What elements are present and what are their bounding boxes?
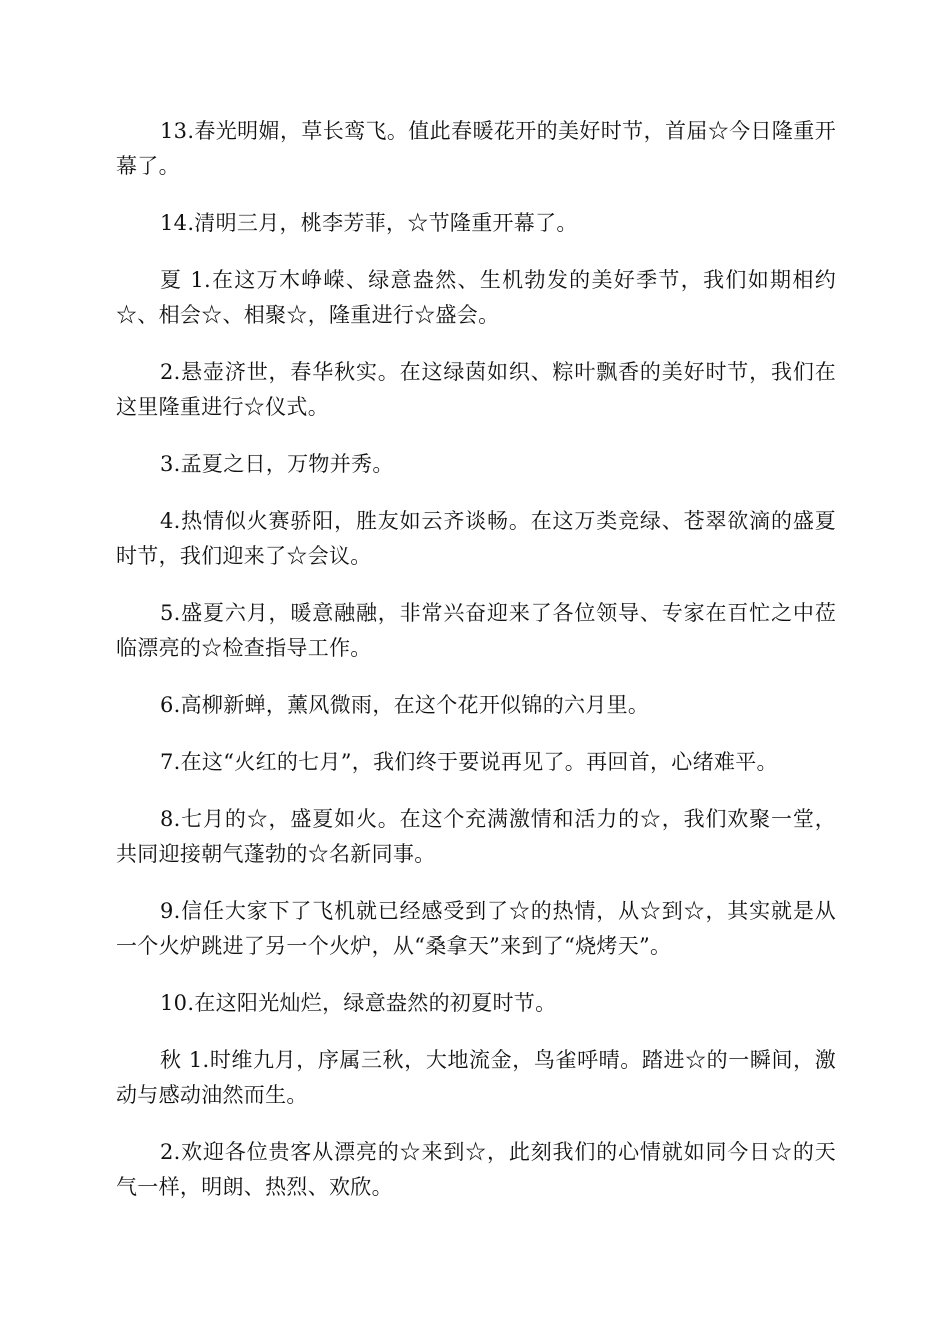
paragraph-autumn-1: 秋 1.时维九月，序属三秋，大地流金，鸟雀呼晴。踏进☆的一瞬间，激动与感动油然而生。: [116, 1048, 836, 1107]
paragraph-summer-6: 6.高柳新蝉，薰风微雨，在这个花开似锦的六月里。: [160, 693, 650, 717]
paragraph-summer-10: 10.在这阳光灿烂，绿意盎然的初夏时节。: [160, 991, 557, 1015]
paragraph-summer-5: 5.盛夏六月，暖意融融，非常兴奋迎来了各位领导、专家在百忙之中莅临漂亮的☆检查指导工作。: [116, 601, 836, 660]
paragraph-summer-7: 7.在这“火红的七月”，我们终于要说再见了。再回首，心绪难平。: [160, 750, 778, 774]
paragraph-summer-2: 2.悬壶济世，春华秋实。在这绿茵如织、粽叶飘香的美好时节，我们在这里隆重进行☆仪式。: [116, 360, 836, 419]
paragraph-summer-4: 4.热情似火赛骄阳，胜友如云齐谈畅。在这万类竞绿、苍翠欲滴的盛夏时节，我们迎来了☆会议。: [116, 509, 836, 568]
paragraph-summer-9: 9.信任大家下了飞机就已经感受到了☆的热情，从☆到☆，其实就是从一个火炉跳进了另一个火炉，从“桑拿天”来到了“烧烤天”。: [116, 899, 836, 958]
paragraph-summer-3: 3.孟夏之日，万物并秀。: [160, 452, 394, 476]
paragraph-spring-14: 14.清明三月，桃李芳菲，☆节隆重开幕了。: [160, 211, 578, 235]
paragraph-summer-1: 夏 1.在这万木峥嵘、绿意盎然、生机勃发的美好季节，我们如期相约☆、相会☆、相聚☆，隆重进行☆盛会。: [116, 268, 836, 327]
paragraph-summer-8: 8.七月的☆，盛夏如火。在这个充满激情和活力的☆，我们欢聚一堂，共同迎接朝气蓬勃的☆名新同事。: [116, 807, 836, 866]
document-body: [116, 114, 836, 1227]
paragraph-spring-13: 13.春光明媚，草长鸾飞。值此春暖花开的美好时节，首届☆今日隆重开幕了。: [116, 119, 836, 178]
paragraph-autumn-2: 2.欢迎各位贵客从漂亮的☆来到☆，此刻我们的心情就如同今日☆的天气一样，明朗、热烈、欢欣。: [116, 1140, 836, 1199]
